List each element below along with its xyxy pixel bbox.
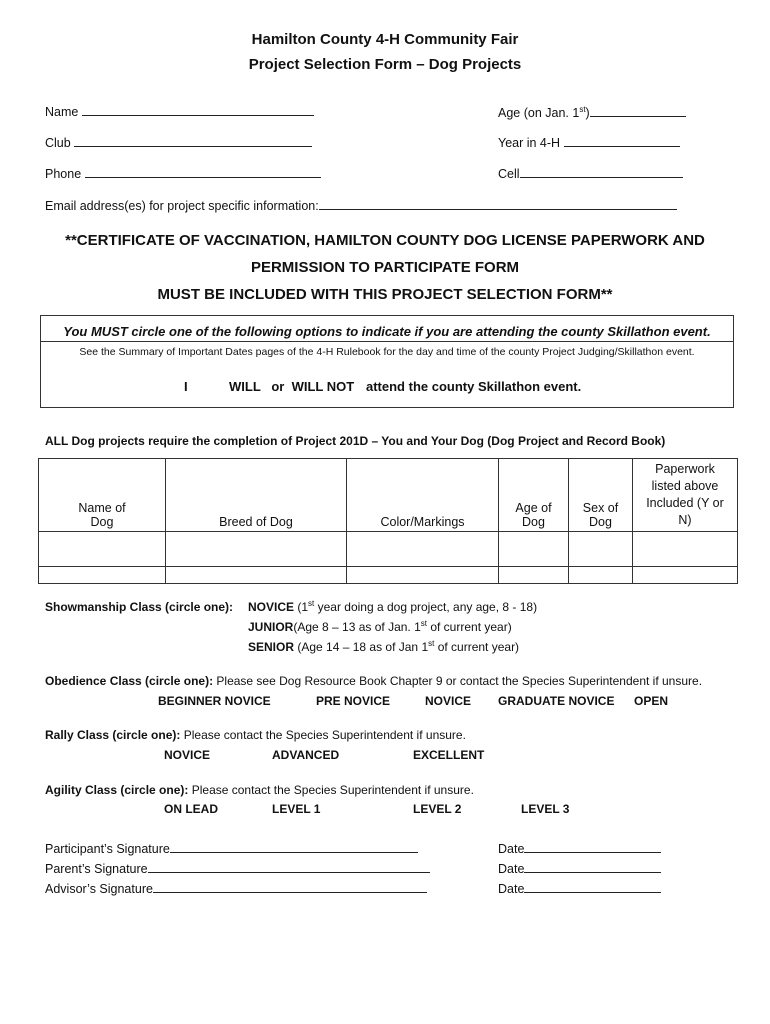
header-age-of-dog: Age of Dog xyxy=(499,459,569,532)
agility-option[interactable]: LEVEL 2 xyxy=(413,802,462,816)
participant-signature-field[interactable] xyxy=(45,842,418,856)
phone-field[interactable] xyxy=(45,167,321,181)
age-label: Age (on Jan. 1st) xyxy=(498,105,590,121)
email-blank[interactable] xyxy=(319,199,677,210)
email-label: Email address(es) for project specific information: xyxy=(45,199,319,213)
table-cell[interactable] xyxy=(569,532,633,567)
year-blank[interactable] xyxy=(564,136,680,147)
email-field[interactable] xyxy=(45,199,677,213)
table-cell[interactable] xyxy=(39,532,166,567)
obedience-option[interactable]: PRE NOVICE xyxy=(316,694,391,708)
dog-table xyxy=(38,458,738,584)
obedience-text: Please see Dog Resource Book Chapter 9 or contact the Species Superintendent if unsure. xyxy=(216,674,703,688)
showmanship-senior-option[interactable]: SENIOR xyxy=(248,640,295,654)
advisor-date-blank[interactable] xyxy=(524,882,661,893)
obedience-option[interactable]: BEGINNER NOVICE xyxy=(158,694,271,708)
obedience-option[interactable]: NOVICE xyxy=(425,694,472,708)
table-row[interactable] xyxy=(39,532,738,567)
showmanship-novice-line: NOVICE (1st year doing a dog project, any age, 8 - 18) xyxy=(248,599,538,614)
advisor-signature-field[interactable] xyxy=(45,882,427,896)
obedience-line xyxy=(45,674,702,688)
table-cell[interactable] xyxy=(347,567,499,584)
table-cell[interactable] xyxy=(569,567,633,584)
participant-signature-blank[interactable] xyxy=(170,842,418,853)
skillathon-i: I xyxy=(184,379,188,394)
table-cell[interactable] xyxy=(499,532,569,567)
obedience-option[interactable]: OPEN xyxy=(634,694,669,708)
notice-line-1: **CERTIFICATE OF VACCINATION, HAMILTON COUNTY DOG LICENSE PAPERWORK AND xyxy=(65,232,705,249)
skillathon-instruction: You MUST circle one of the following options to indicate if you are attending the county Skillathon event. xyxy=(63,324,711,339)
participant-date-blank[interactable] xyxy=(524,842,661,853)
year-field[interactable] xyxy=(498,136,680,150)
agility-option[interactable]: ON LEAD xyxy=(164,802,218,816)
year-label: Year in 4-H xyxy=(498,136,561,150)
table-cell[interactable] xyxy=(347,532,499,567)
club-field[interactable] xyxy=(45,136,312,150)
table-cell[interactable] xyxy=(39,567,166,584)
rally-option[interactable]: NOVICE xyxy=(164,748,211,762)
advisor-signature-label: Advisor’s Signature xyxy=(45,882,153,896)
agility-option[interactable]: LEVEL 3 xyxy=(521,802,570,816)
date-label: Date xyxy=(498,882,525,896)
rally-option[interactable]: EXCELLENT xyxy=(413,748,485,762)
phone-blank[interactable] xyxy=(85,167,321,178)
parent-date-field[interactable] xyxy=(498,862,661,876)
table-cell[interactable] xyxy=(499,567,569,584)
header-color-markings: Color/Markings xyxy=(347,459,499,532)
table-cell[interactable] xyxy=(633,532,738,567)
rally-text: Please contact the Species Superintendent if unsure. xyxy=(183,728,466,742)
agility-label: Agility Class (circle one): xyxy=(45,783,189,797)
table-cell[interactable] xyxy=(633,567,738,584)
showmanship-senior-line: SENIOR (Age 14 – 18 as of Jan 1st of current year) xyxy=(248,639,520,654)
rally-option[interactable]: ADVANCED xyxy=(272,748,340,762)
rally-line xyxy=(45,728,466,742)
participant-date-field[interactable] xyxy=(498,842,661,856)
club-blank[interactable] xyxy=(74,136,312,147)
date-label: Date xyxy=(498,862,525,876)
skillathon-note: See the Summary of Important Dates pages of the 4-H Rulebook for the day and time of the county Project Judging/Skillathon event. xyxy=(79,346,695,358)
advisor-signature-blank[interactable] xyxy=(153,882,427,893)
cell-label: Cell xyxy=(498,167,520,181)
obedience-option[interactable]: GRADUATE NOVICE xyxy=(498,694,615,708)
parent-signature-blank[interactable] xyxy=(148,862,430,873)
header-paperwork-included: Paperwork listed above Included (Y or N) xyxy=(633,459,738,532)
table-header-row xyxy=(39,459,738,532)
parent-signature-label: Parent’s Signature xyxy=(45,862,148,876)
agility-line xyxy=(45,783,474,797)
agility-text: Please contact the Species Superintendent if unsure. xyxy=(191,783,474,797)
skillathon-divider xyxy=(40,341,734,342)
showmanship-novice-option[interactable]: NOVICE xyxy=(248,600,295,614)
date-label: Date xyxy=(498,842,525,856)
showmanship-junior-option[interactable]: JUNIOR xyxy=(248,620,294,634)
table-cell[interactable] xyxy=(166,532,347,567)
form-subtitle: Project Selection Form – Dog Projects xyxy=(248,56,522,73)
name-label: Name xyxy=(45,105,79,119)
parent-date-blank[interactable] xyxy=(524,862,661,873)
form-title: Hamilton County 4-H Community Fair xyxy=(251,31,519,48)
phone-label: Phone xyxy=(45,167,82,181)
age-blank[interactable] xyxy=(590,106,686,117)
agility-option[interactable]: LEVEL 1 xyxy=(272,802,321,816)
age-field[interactable] xyxy=(498,105,686,120)
skillathon-suffix: attend the county Skillathon event. xyxy=(366,379,582,394)
notice-line-2: PERMISSION TO PARTICIPATE FORM xyxy=(250,259,520,276)
advisor-date-field[interactable] xyxy=(498,882,661,896)
skillathon-choice[interactable]: WILL or WILL NOT xyxy=(229,379,355,394)
club-label: Club xyxy=(45,136,71,150)
showmanship-junior-line: JUNIOR(Age 8 – 13 as of Jan. 1st of current year) xyxy=(248,619,512,634)
project-requirement-note: ALL Dog projects require the completion of Project 201D – You and Your Dog (Dog Project and Record Book) xyxy=(45,434,666,448)
obedience-label: Obedience Class (circle one): xyxy=(45,674,214,688)
parent-signature-field[interactable] xyxy=(45,862,430,876)
name-field[interactable] xyxy=(45,105,314,119)
header-sex-of-dog: Sex of Dog xyxy=(569,459,633,532)
name-blank[interactable] xyxy=(82,105,314,116)
table-row[interactable] xyxy=(39,567,738,584)
table-cell[interactable] xyxy=(166,567,347,584)
header-breed-of-dog: Breed of Dog xyxy=(166,459,347,532)
showmanship-label: Showmanship Class (circle one): xyxy=(45,600,234,614)
participant-signature-label: Participant’s Signature xyxy=(45,842,170,856)
notice-line-3: MUST BE INCLUDED WITH THIS PROJECT SELECTION FORM** xyxy=(157,286,613,303)
cell-blank[interactable] xyxy=(520,167,683,178)
cell-field[interactable] xyxy=(498,167,683,181)
rally-label: Rally Class (circle one): xyxy=(45,728,181,742)
header-name-of-dog: Name of Dog xyxy=(39,459,166,532)
